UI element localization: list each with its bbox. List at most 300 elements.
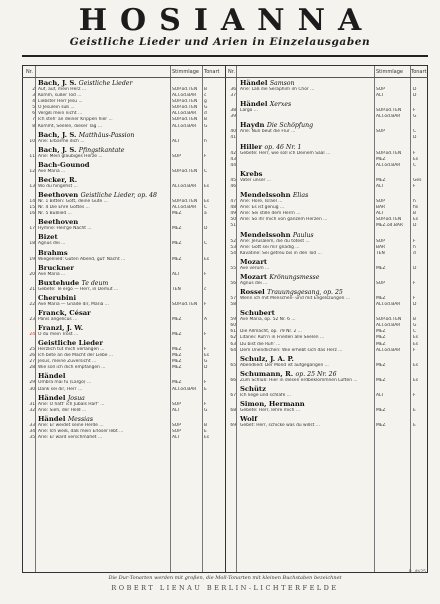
item-key: F (204, 301, 207, 307)
item-number: 2 (32, 87, 35, 92)
item-title: O Jesulein süß ... (38, 105, 75, 111)
item-key: C (204, 241, 208, 247)
item-voice: MEZ (376, 362, 386, 368)
item-key: D (413, 93, 417, 99)
composer-heading (226, 190, 428, 199)
item-number: 47 (230, 199, 236, 205)
composer-heading (226, 169, 428, 178)
item-key: Es (204, 353, 210, 359)
item-number: 40 (230, 129, 236, 135)
composer-name (240, 257, 267, 266)
composer-heading (226, 384, 428, 393)
item-key: fis (413, 205, 419, 211)
item-key: G (413, 114, 417, 120)
item-key: Ges (413, 177, 422, 183)
work-title: Geistliche Lieder, op. 48 (80, 192, 157, 200)
item-number: 29 (29, 380, 35, 386)
item-number: 13 (29, 183, 35, 189)
item-title: Abendlied: Der Mond ist aufgegangen ... (240, 362, 329, 368)
composer-name (38, 293, 76, 302)
item-title: Vater unser ... (240, 177, 271, 183)
item-number: 33 (29, 422, 35, 428)
composer-heading (226, 414, 428, 423)
left-header-stimmlage: Stimmlage (172, 69, 199, 75)
item-key: F (413, 295, 416, 301)
item-number: 60 (230, 323, 236, 329)
item-number: 34 (29, 428, 35, 434)
composer-heading (226, 230, 428, 239)
item-voice: SOP (376, 199, 385, 205)
footnote: Die Dur-Tonarten werden mit großen, die Moll-Tonarten mit kleinen Buchstaben bezeichnet (108, 575, 342, 581)
composer-name (240, 78, 295, 87)
item-key: C (413, 129, 417, 135)
item-voice: ALT.od.BAR (172, 123, 197, 129)
composer-heading (226, 257, 428, 266)
item-voice: MEZ (376, 335, 386, 341)
composer-heading (22, 232, 225, 241)
composer-heading (22, 217, 225, 226)
item-number: 35 (29, 435, 35, 440)
publisher-line: ROBERT LIENAU BERLIN-LICHTERFELDE (111, 584, 339, 592)
composer-label: Simon, Hermann (240, 400, 305, 408)
composer-label: Franzl, J. W. (38, 323, 84, 332)
right-header-nr: Nr. (228, 69, 235, 75)
composer-name (38, 263, 74, 272)
item-number: 46 (230, 183, 236, 189)
item-key: E (204, 386, 207, 392)
item-title: Gebete: Herr, wie soll ich Deinem Saal ... (240, 150, 331, 156)
item-voice: SOP (172, 153, 181, 159)
right-header-tonart: Tonart (411, 69, 427, 75)
item-number: 19 (29, 256, 35, 262)
item-key: D (413, 223, 417, 229)
item-number: 25 (29, 347, 35, 353)
item-key: h (413, 199, 416, 205)
item-number: 31 (29, 401, 35, 407)
composer-label: Mozart (240, 257, 268, 266)
item-voice: MEZ (376, 341, 386, 347)
composer-heading (22, 293, 225, 302)
item-key: B (204, 87, 208, 92)
composer-label: Becker, R. (38, 175, 78, 184)
item-key: D (204, 365, 208, 371)
composer-name (240, 230, 314, 239)
item-voice: MEZ (172, 380, 182, 386)
item-number: 5 (32, 105, 35, 111)
item-number: 69 (230, 423, 236, 429)
item-key: D (413, 265, 417, 271)
item-voice: SOP.od.TEN (172, 168, 198, 174)
composer-name (38, 160, 90, 169)
item-title: Gebete: Te ergo — Herr, in Demut ... (38, 286, 119, 292)
item-voice: SOP.od.TEN (376, 150, 402, 156)
item-key: E (413, 423, 416, 429)
composer-label: Buxtehude (38, 278, 80, 287)
item-number: 53 (230, 244, 236, 250)
composer-label: Brahms (38, 248, 68, 257)
item-voice: ALT.od.BAR (376, 162, 401, 168)
item-number: 54 (230, 250, 236, 256)
item-number: 52 (230, 238, 236, 244)
work-title: Samson (269, 80, 295, 87)
item-number: 39 (230, 114, 236, 120)
item-voice: ALT (172, 271, 180, 277)
composer-heading (22, 323, 225, 332)
item-voice: MEZ (172, 347, 182, 353)
composer-name (240, 169, 262, 178)
item-voice: MEZ (172, 211, 182, 217)
work-title: op. 25 Nr. 26 (295, 370, 337, 378)
item-voice: SOP.od.TEN (172, 301, 198, 307)
item-key: a (204, 211, 207, 217)
item-title: Agnus dei ... (38, 241, 66, 247)
composer-heading (226, 308, 428, 317)
item-key: F (413, 183, 416, 189)
item-voice: SOP (172, 428, 181, 434)
item-voice: SOP (376, 87, 385, 92)
item-voice: ALT.od.BAR (376, 302, 401, 308)
composer-heading (22, 414, 225, 423)
item-title: Herzlich tut mich verlangen ... (38, 347, 105, 353)
item-title: Arie: Laß die Seraphim im Chor ... (240, 87, 315, 92)
item-number: 26 (29, 353, 35, 359)
item-title: Zum Schluß: Hier in diesen erdbeklommnen Lüften ... (240, 377, 358, 383)
item-key: B (204, 422, 208, 428)
item-voice: MEZ (172, 331, 182, 337)
item-title: Arie: Er weidet seine Herde ... (38, 422, 104, 428)
composer-label: Händel (38, 372, 66, 381)
composer-name (38, 393, 85, 402)
page-title: HOSIANNA (78, 3, 375, 38)
item-voice: ALT.od.BAR (172, 183, 197, 189)
item-number: 42 (230, 150, 236, 156)
item-voice: MEZ (172, 353, 182, 359)
item-voice: MEZ (376, 295, 386, 301)
item-voice: SOP (376, 280, 385, 286)
composer-name (240, 308, 275, 317)
item-number: 50 (230, 217, 236, 223)
item-key: G (413, 323, 417, 329)
item-title: Auf, auf, mein Herz ... (38, 87, 87, 92)
item-title: Litanei: Ruh'n in Frieden alle Seelen ... (240, 335, 325, 341)
composer-name (240, 120, 313, 129)
item-key: Es (413, 377, 419, 383)
item-title: Agnus dei ... (240, 280, 268, 286)
item-key: g (204, 99, 207, 105)
item-number: 24 (29, 331, 35, 337)
item-number: 32 (29, 407, 35, 413)
composer-name (240, 99, 291, 108)
composer-heading (22, 160, 225, 169)
item-number: 18 (29, 241, 35, 247)
item-title: Arie: Gott sei mir gnädig ... (240, 244, 300, 250)
composer-heading (22, 248, 225, 257)
item-key: Es (204, 199, 210, 205)
item-voice: TEN (376, 250, 385, 256)
composer-heading (22, 78, 225, 87)
work-title: Geistliche Lieder (78, 80, 133, 87)
list-item (226, 423, 428, 429)
item-title: Wenn ich mit Menschen- und mit Engelszungen ... (240, 295, 351, 301)
item-key: F (413, 280, 416, 286)
item-voice: ALT.od.BAR (376, 323, 401, 329)
item-number: 62 (230, 335, 236, 341)
item-key: d (204, 111, 207, 117)
item-key: F (204, 331, 207, 337)
item-number: 64 (230, 347, 236, 353)
work-title: Paulus (292, 231, 314, 239)
item-number: 41 (230, 135, 236, 141)
item-title: Ave Maria ... (38, 168, 66, 174)
item-key: Es (413, 362, 419, 368)
item-title: Nr. 1 Bitten: Gott, deine Güte ... (38, 199, 108, 205)
page-subtitle: Geistliche Lieder und Arien in Einzelausgaben (69, 36, 371, 48)
item-voice: ALT (376, 93, 384, 99)
composer-name (240, 142, 301, 151)
composer-name (38, 175, 77, 184)
item-key: C (413, 162, 417, 168)
item-title: Dank sei dir, Herr ... (38, 386, 83, 392)
item-title: Wiegenlied: Guten Abend, gut' Nacht ... (38, 256, 126, 262)
item-key: G (204, 407, 208, 413)
item-key: C (413, 329, 417, 335)
item-number: 27 (29, 359, 35, 365)
item-voice: MEZ (376, 329, 386, 335)
item-voice: MEZ (376, 377, 386, 383)
item-key: F (204, 401, 207, 407)
item-voice: ALT (376, 211, 384, 217)
item-number: 28 (29, 365, 35, 371)
composer-heading (22, 130, 225, 139)
composer-name (240, 399, 305, 408)
item-title: Arie: Sieh, der Held ... (38, 407, 87, 413)
item-number: 14 (29, 199, 35, 205)
item-title: Ombra mai fu (Largo) ... (38, 380, 92, 386)
title-rule (22, 55, 428, 57)
composer-heading (22, 145, 225, 154)
item-title: Arie: Höre, Israel ... (240, 199, 283, 205)
item-voice: MEZ (172, 226, 182, 232)
composer-label: Mendelssohn (240, 191, 291, 200)
item-key: F (413, 150, 416, 156)
composer-label: Bach, J. S. (38, 79, 77, 87)
work-title: Pfingstkantate (78, 146, 125, 154)
item-number: 59 (230, 317, 236, 323)
item-title: Die Allmacht, op. 79 Nr. 2 ... (240, 329, 302, 335)
item-key: h (413, 244, 416, 250)
composer-name (38, 78, 132, 87)
item-number: 21 (29, 286, 35, 292)
item-voice: MEZ.od.BAR (376, 223, 403, 229)
item-key: F (413, 108, 416, 114)
item-voice: ALT.od.BAR (376, 114, 401, 120)
composer-heading (22, 263, 225, 272)
item-key: Es (204, 256, 210, 262)
work-title: Elias (292, 192, 309, 200)
item-voice: SOP (376, 238, 385, 244)
item-title: Arie: Es ist genug ... (240, 205, 285, 211)
item-title: Arie: Sei stille dem Herrn ... (240, 211, 301, 217)
work-title: Josua (67, 394, 85, 402)
item-voice: MEZ (376, 156, 386, 162)
item-number: 20 (29, 271, 35, 277)
item-number: 67 (230, 392, 236, 398)
item-key: F (204, 153, 207, 159)
item-key: G (204, 123, 208, 129)
item-key: F (204, 347, 207, 353)
composer-label: Schumann, R. (240, 369, 294, 378)
item-title: Arie: Mein gläubiges Herze ... (38, 153, 103, 159)
item-number: 66 (230, 377, 236, 383)
item-number: 15 (29, 205, 35, 211)
item-key: Es (204, 435, 210, 440)
composer-name (38, 217, 78, 226)
composer-heading (226, 354, 428, 363)
item-voice: SOP.od.TEN (172, 105, 198, 111)
item-voice: MEZ (172, 256, 182, 262)
item-title: Arie: Erbarme dich ... (38, 138, 85, 144)
item-voice: MEZ (172, 241, 182, 247)
item-title: Du bist die Ruh' ... (240, 341, 281, 347)
composer-heading (22, 175, 225, 184)
item-title: Arie: So ihr mich von ganzem Herzen ... (240, 217, 328, 223)
item-title: Ave verum ... (240, 265, 270, 271)
composer-label: Franck, César (38, 308, 91, 317)
composer-heading (226, 99, 428, 108)
item-title: Vergiß mein nicht ... (38, 111, 83, 117)
composer-name (240, 287, 343, 296)
item-key: Es (413, 217, 419, 223)
item-key: F (204, 271, 207, 277)
composer-heading (226, 272, 428, 281)
composer-label: Händel (240, 100, 268, 109)
item-number: 37 (230, 93, 236, 99)
item-title: Nr. 5 Bußlied ... (38, 211, 72, 217)
item-title: Kavatine: Sei getreu bis in den Tod ... (240, 250, 322, 256)
item-voice: MEZ (376, 177, 386, 183)
left-column-list (22, 78, 225, 572)
item-title: Panis angelicus ... (38, 316, 78, 322)
item-number: 6 (32, 111, 35, 117)
item-title: Arie: Jerusalem, die du tötest ... (240, 238, 310, 244)
item-title: Dem Unendlichen: Wie erhebt sich das Herz ... (240, 347, 343, 353)
item-key: Es (413, 341, 419, 347)
item-voice: SOP.od.TEN (376, 317, 402, 323)
item-number: 65 (230, 362, 236, 368)
item-title: Largo ... (240, 108, 258, 114)
composer-heading (226, 287, 428, 296)
item-voice: TEN (172, 286, 181, 292)
item-title: Ave Maria, op. 52 Nr. 6 ... (240, 317, 296, 323)
item-voice: MEZ (376, 265, 386, 271)
composer-heading (22, 338, 225, 347)
item-key: G (204, 359, 208, 365)
item-voice: SOP.od.TEN (376, 108, 402, 114)
item-voice: MEZ (376, 423, 386, 429)
composer-label: Mozart (240, 272, 268, 281)
item-number: 63 (230, 341, 236, 347)
item-number: 10 (29, 138, 35, 144)
item-number: 36 (230, 87, 236, 92)
composer-label: Geistliche Lieder (38, 339, 103, 348)
composer-heading (22, 278, 225, 287)
item-number: 11 (29, 153, 35, 159)
composer-heading (226, 369, 428, 378)
composer-name (38, 145, 124, 154)
item-title: Ich liege und schlafe ... (240, 392, 291, 398)
work-title: Messias (67, 415, 94, 423)
work-title: Trauungsgesang, op. 25 (267, 288, 343, 296)
composer-name (38, 308, 91, 317)
composer-label: Händel (240, 79, 268, 87)
item-key: D (413, 302, 417, 308)
item-voice: SOP (172, 401, 181, 407)
item-voice: SOP.od.TEN (172, 99, 198, 105)
item-key: B (204, 117, 208, 123)
composer-label: Bruckner (38, 263, 74, 272)
composer-name (240, 369, 337, 378)
item-title: Kommt, Seelen, dieser Tag ... (38, 123, 103, 129)
item-voice: SOP (376, 129, 385, 135)
item-voice: SOP.od.TEN (376, 217, 402, 223)
composer-heading (22, 190, 225, 199)
list-item (22, 435, 225, 441)
item-key: F (204, 380, 207, 386)
item-number: 3 (32, 93, 35, 99)
item-number: 48 (230, 205, 236, 211)
item-voice: ALT.od.BAR (376, 347, 401, 353)
item-voice: ALT (172, 407, 180, 413)
composer-label: Schulz, J. A. P. (240, 354, 294, 363)
composer-name (38, 190, 157, 199)
composer-heading (22, 371, 225, 380)
composer-name (38, 414, 93, 423)
item-number: 43 (230, 156, 236, 162)
composer-label: Bizet (38, 233, 58, 242)
composer-name (38, 323, 83, 332)
item-voice: ALT.od.BAR (172, 386, 197, 392)
item-number: 55 (230, 265, 236, 271)
item-number: 23 (29, 316, 35, 322)
composer-heading (226, 120, 428, 129)
composer-heading (22, 308, 225, 317)
item-number: 22 (29, 301, 35, 307)
item-number: 17 (29, 226, 35, 232)
item-key: E (204, 428, 207, 434)
item-title: Wie soll ich dich empfangen ... (38, 365, 106, 371)
item-key: C (204, 168, 208, 174)
item-number: 44 (230, 162, 236, 168)
item-number: 68 (230, 408, 236, 413)
item-key: A (204, 316, 208, 322)
item-number: 4 (32, 99, 35, 105)
composer-label: Wolf (240, 415, 258, 424)
left-header-nr: Nr. (26, 69, 33, 75)
composer-label: Beethoven (38, 218, 79, 227)
item-key: D (413, 87, 417, 92)
item-voice: ALT (172, 435, 180, 440)
item-key: F (413, 392, 416, 398)
composer-label: Haydn (240, 121, 265, 130)
item-number: 8 (32, 123, 35, 129)
item-number: 58 (230, 302, 236, 308)
composer-label: Händel (38, 414, 66, 423)
item-title: Wo du hingehst ... (38, 183, 78, 189)
item-key: d (413, 250, 416, 256)
composer-label: Bach-Gounod (38, 160, 90, 169)
item-voice: ALT.od.BAR (172, 205, 197, 211)
work-title: op. 46 Nr. 1 (264, 143, 302, 151)
